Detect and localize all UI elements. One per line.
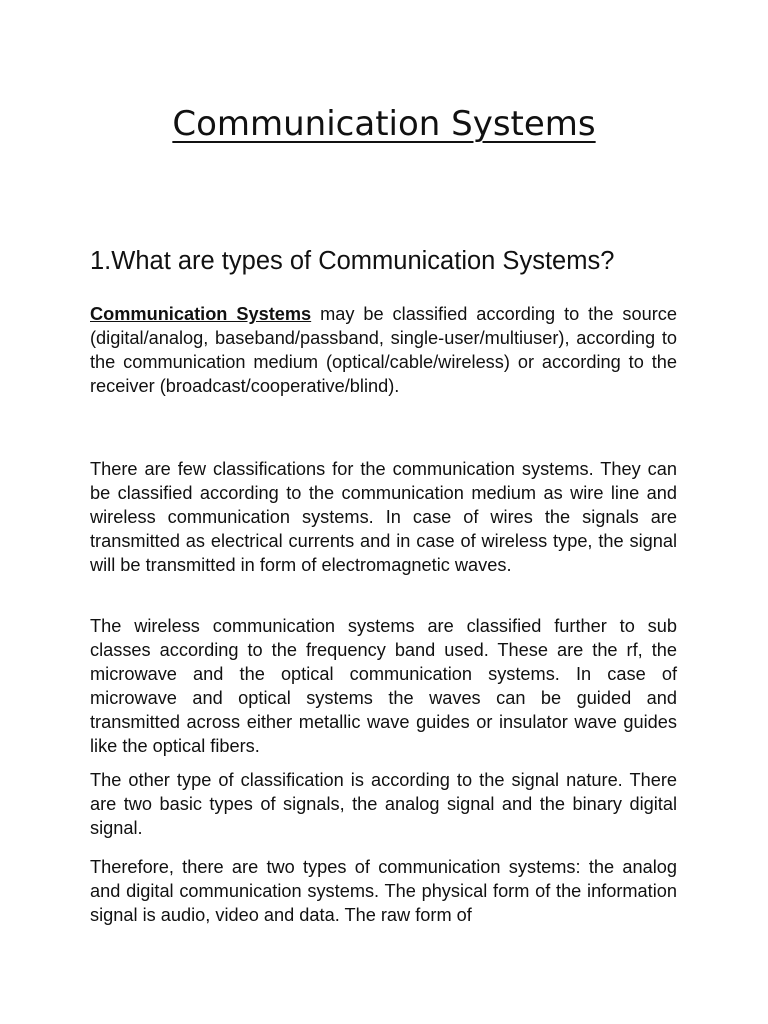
paragraph-1-term: Communication Systems [90, 304, 312, 324]
document-title [0, 96, 768, 152]
paragraph-3: The wireless communication systems are classified further to sub classes according to the frequency band used. These are the rf, the microwave and the optical communication systems. In case of microwave and optical systems the waves can be guided and transmitted across either metallic wave guides or insulator wave guides like the optical fibers. [90, 616, 677, 756]
paragraph-1-text: may be classified according to the source (digital/analog, baseband/passband, single-user/multiuser), according to the communication medium (optical/cable/wireless) or according to the receiver (broadcast/cooperative/blind). [90, 304, 677, 396]
paragraph-1 [90, 302, 677, 398]
section-heading: 1.What are types of Communication Systems? [90, 247, 615, 275]
paragraph-5: Therefore, there are two types of communication systems: the analog and digital communication systems. The physical form of the information signal is audio, video and data. The raw form of [90, 857, 677, 925]
paragraph-4: The other type of classification is according to the signal nature. There are two basic types of signals, the analog signal and the binary digital signal. [90, 770, 677, 838]
paragraph-2: There are few classifications for the communication systems. They can be classified according to the communication medium as wire line and wireless communication systems. In case of wires the signals are transmitted as electrical currents and in case of wireless type, the signal will be transmitted in form of electromagnetic waves. [90, 459, 677, 575]
document-title-text: Communication Systems [172, 104, 596, 144]
